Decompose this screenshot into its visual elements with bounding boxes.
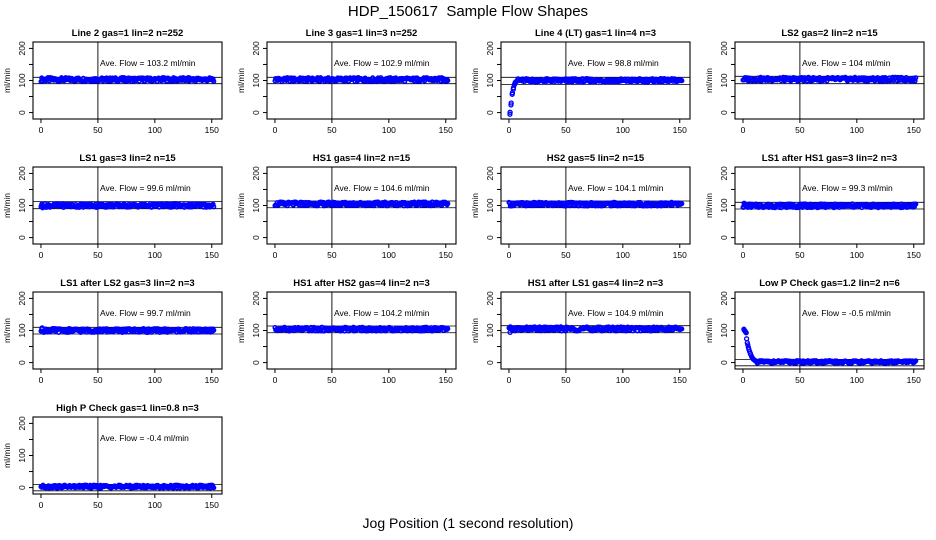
subplot-9 xyxy=(234,268,468,393)
y-tick-label: 0 xyxy=(251,110,261,115)
x-tick-label: 100 xyxy=(381,375,396,385)
y-tick-label: 200 xyxy=(17,41,27,56)
plot-box xyxy=(33,417,222,494)
x-tick-label: 100 xyxy=(147,250,162,260)
y-tick-label: 200 xyxy=(719,41,729,56)
x-tick-label: 50 xyxy=(795,250,805,260)
x-tick-label: 0 xyxy=(740,125,746,135)
ave-flow-annotation: Ave. Flow = 104.9 ml/min xyxy=(568,308,664,318)
panel-title: HS1 after LS1 gas=4 lin=2 n=3 xyxy=(527,278,664,289)
x-tick-label: 100 xyxy=(147,125,162,135)
panel-title: High P Check gas=1 lin=0.8 n=3 xyxy=(56,403,199,414)
panel-title: LS1 gas=3 lin=2 n=15 xyxy=(79,153,176,164)
y-tick-label: 0 xyxy=(17,235,27,240)
panel-title: LS2 gas=2 lin=2 n=15 xyxy=(781,28,878,39)
y-tick-label: 0 xyxy=(719,235,729,240)
y-tick-label: 0 xyxy=(719,110,729,115)
x-tick-label: 150 xyxy=(906,375,921,385)
ave-flow-annotation: Ave. Flow = 99.3 ml/min xyxy=(802,183,893,193)
y-tick-label: 0 xyxy=(485,360,495,365)
y-tick-label: 100 xyxy=(17,73,27,88)
y-axis-label: ml/min xyxy=(704,67,714,94)
x-tick-label: 100 xyxy=(147,500,162,510)
y-tick-label: 0 xyxy=(17,485,27,490)
x-tick-label: 50 xyxy=(795,375,805,385)
y-tick-label: 100 xyxy=(251,198,261,213)
data-points xyxy=(273,76,449,83)
y-tick-label: 100 xyxy=(719,198,729,213)
data-points xyxy=(741,76,917,83)
x-tick-label: 50 xyxy=(93,500,103,510)
subplot-4 xyxy=(0,143,234,268)
data-points xyxy=(39,202,215,210)
x-tick-label: 100 xyxy=(849,250,864,260)
y-tick-label: 100 xyxy=(485,323,495,338)
y-tick-label: 100 xyxy=(251,323,261,338)
ave-flow-annotation: Ave. Flow = -0.4 ml/min xyxy=(100,433,189,443)
x-tick-label: 50 xyxy=(93,250,103,260)
x-tick-label: 150 xyxy=(672,250,687,260)
subplot-2 xyxy=(468,18,702,143)
x-tick-label: 50 xyxy=(327,125,337,135)
subplot-1 xyxy=(234,18,468,143)
y-tick-label: 200 xyxy=(485,291,495,306)
y-axis-label: ml/min xyxy=(2,442,12,469)
x-tick-label: 100 xyxy=(615,375,630,385)
x-tick-label: 0 xyxy=(506,375,512,385)
x-tick-label: 0 xyxy=(38,250,44,260)
y-tick-label: 0 xyxy=(485,235,495,240)
data-points xyxy=(507,201,683,208)
y-tick-label: 200 xyxy=(17,166,27,181)
y-axis-label: ml/min xyxy=(236,317,246,344)
plot-box xyxy=(735,292,924,369)
x-tick-label: 100 xyxy=(849,125,864,135)
panel-title: Line 4 (LT) gas=1 lin=4 n=3 xyxy=(535,28,656,39)
ave-flow-annotation: Ave. Flow = 99.7 ml/min xyxy=(100,308,191,318)
panel-title: Line 2 gas=1 lin=2 n=252 xyxy=(71,28,184,39)
x-tick-label: 150 xyxy=(204,125,219,135)
data-points xyxy=(508,77,684,116)
x-tick-label: 150 xyxy=(438,125,453,135)
x-tick-label: 50 xyxy=(327,250,337,260)
x-tick-label: 0 xyxy=(272,250,278,260)
panel-title: LS1 after HS1 gas=3 lin=2 n=3 xyxy=(761,153,898,164)
x-tick-label: 150 xyxy=(204,375,219,385)
y-tick-label: 100 xyxy=(17,198,27,213)
x-tick-label: 150 xyxy=(672,375,687,385)
x-tick-label: 100 xyxy=(381,125,396,135)
data-points xyxy=(273,200,449,207)
x-tick-label: 150 xyxy=(438,375,453,385)
subplot-12 xyxy=(0,393,234,518)
data-points xyxy=(273,326,449,333)
y-tick-label: 200 xyxy=(17,291,27,306)
y-axis-label: ml/min xyxy=(236,192,246,219)
x-tick-label: 0 xyxy=(740,375,746,385)
data-points xyxy=(39,483,215,490)
y-tick-label: 200 xyxy=(17,416,27,431)
x-tick-label: 150 xyxy=(438,250,453,260)
panel-title: Line 3 gas=1 lin=3 n=252 xyxy=(305,28,418,39)
x-tick-label: 100 xyxy=(381,250,396,260)
x-tick-label: 0 xyxy=(272,125,278,135)
x-tick-label: 100 xyxy=(147,375,162,385)
data-points xyxy=(39,76,215,84)
y-tick-label: 100 xyxy=(485,198,495,213)
y-axis-label: ml/min xyxy=(236,67,246,94)
panel-title: HS1 gas=4 lin=2 n=15 xyxy=(312,153,411,164)
y-axis-label: ml/min xyxy=(470,192,480,219)
x-tick-label: 0 xyxy=(272,375,278,385)
y-tick-label: 0 xyxy=(17,110,27,115)
y-tick-label: 200 xyxy=(485,166,495,181)
y-axis-label: ml/min xyxy=(2,67,12,94)
ave-flow-annotation: Ave. Flow = 99.6 ml/min xyxy=(100,183,191,193)
y-tick-label: 100 xyxy=(485,73,495,88)
x-tick-label: 150 xyxy=(906,250,921,260)
x-tick-label: 150 xyxy=(906,125,921,135)
subplot-11 xyxy=(702,268,936,393)
x-tick-label: 150 xyxy=(204,250,219,260)
y-tick-label: 0 xyxy=(485,110,495,115)
subplot-0 xyxy=(0,18,234,143)
subplot-10 xyxy=(468,268,702,393)
x-tick-label: 100 xyxy=(615,125,630,135)
ave-flow-annotation: Ave. Flow = -0.5 ml/min xyxy=(802,308,891,318)
y-tick-label: 200 xyxy=(485,41,495,56)
x-tick-label: 50 xyxy=(327,375,337,385)
x-tick-label: 0 xyxy=(38,125,44,135)
y-tick-label: 200 xyxy=(719,166,729,181)
y-axis-label: ml/min xyxy=(2,192,12,219)
chart-title: HDP_150617 Sample Flow Shapes xyxy=(347,3,589,20)
y-tick-label: 0 xyxy=(251,235,261,240)
y-tick-label: 100 xyxy=(17,448,27,463)
x-tick-label: 150 xyxy=(204,500,219,510)
x-tick-label: 0 xyxy=(38,500,44,510)
x-tick-label: 0 xyxy=(506,125,512,135)
ave-flow-annotation: Ave. Flow = 104 ml/min xyxy=(802,58,891,68)
x-tick-label: 0 xyxy=(740,250,746,260)
panel-title: HS2 gas=5 lin=2 n=15 xyxy=(546,153,645,164)
subplot-3 xyxy=(702,18,936,143)
subplot-8 xyxy=(0,268,234,393)
x-tick-label: 50 xyxy=(93,125,103,135)
panel-title: HS1 after HS2 gas=4 lin=2 n=3 xyxy=(293,278,430,289)
y-tick-label: 200 xyxy=(251,41,261,56)
ave-flow-annotation: Ave. Flow = 98.8 ml/min xyxy=(568,58,659,68)
ave-flow-annotation: Ave. Flow = 104.1 ml/min xyxy=(568,183,664,193)
subplot-7 xyxy=(702,143,936,268)
y-tick-label: 0 xyxy=(719,360,729,365)
ave-flow-annotation: Ave. Flow = 104.2 ml/min xyxy=(334,308,430,318)
y-tick-label: 0 xyxy=(251,360,261,365)
y-tick-label: 100 xyxy=(17,323,27,338)
y-tick-label: 200 xyxy=(251,291,261,306)
x-tick-label: 0 xyxy=(506,250,512,260)
ave-flow-annotation: Ave. Flow = 102.9 ml/min xyxy=(334,58,430,68)
y-tick-label: 100 xyxy=(719,323,729,338)
ave-flow-annotation: Ave. Flow = 103.2 ml/min xyxy=(100,58,196,68)
data-points xyxy=(742,327,918,365)
y-tick-label: 0 xyxy=(17,360,27,365)
y-tick-label: 100 xyxy=(719,73,729,88)
x-tick-label: 0 xyxy=(38,375,44,385)
x-tick-label: 50 xyxy=(795,125,805,135)
panel-title: LS1 after LS2 gas=3 lin=2 n=3 xyxy=(60,278,195,289)
y-axis-label: ml/min xyxy=(704,317,714,344)
y-axis-label: ml/min xyxy=(704,192,714,219)
y-tick-label: 200 xyxy=(251,166,261,181)
x-tick-label: 50 xyxy=(561,250,571,260)
subplot-6 xyxy=(468,143,702,268)
x-tick-label: 100 xyxy=(849,375,864,385)
data-points xyxy=(741,201,917,209)
y-tick-label: 100 xyxy=(251,73,261,88)
x-axis-label: Jog Position (1 second resolution) xyxy=(362,515,574,531)
panel-title: Low P Check gas=1.2 lin=2 n=6 xyxy=(759,278,900,289)
ave-flow-annotation: Ave. Flow = 104.6 ml/min xyxy=(334,183,430,193)
y-axis-label: ml/min xyxy=(2,317,12,344)
x-tick-label: 50 xyxy=(93,375,103,385)
x-tick-label: 50 xyxy=(561,125,571,135)
x-tick-label: 50 xyxy=(561,375,571,385)
y-axis-label: ml/min xyxy=(470,317,480,344)
y-axis-label: ml/min xyxy=(470,67,480,94)
x-tick-label: 100 xyxy=(615,250,630,260)
y-tick-label: 200 xyxy=(719,291,729,306)
subplot-5 xyxy=(234,143,468,268)
x-tick-label: 150 xyxy=(672,125,687,135)
